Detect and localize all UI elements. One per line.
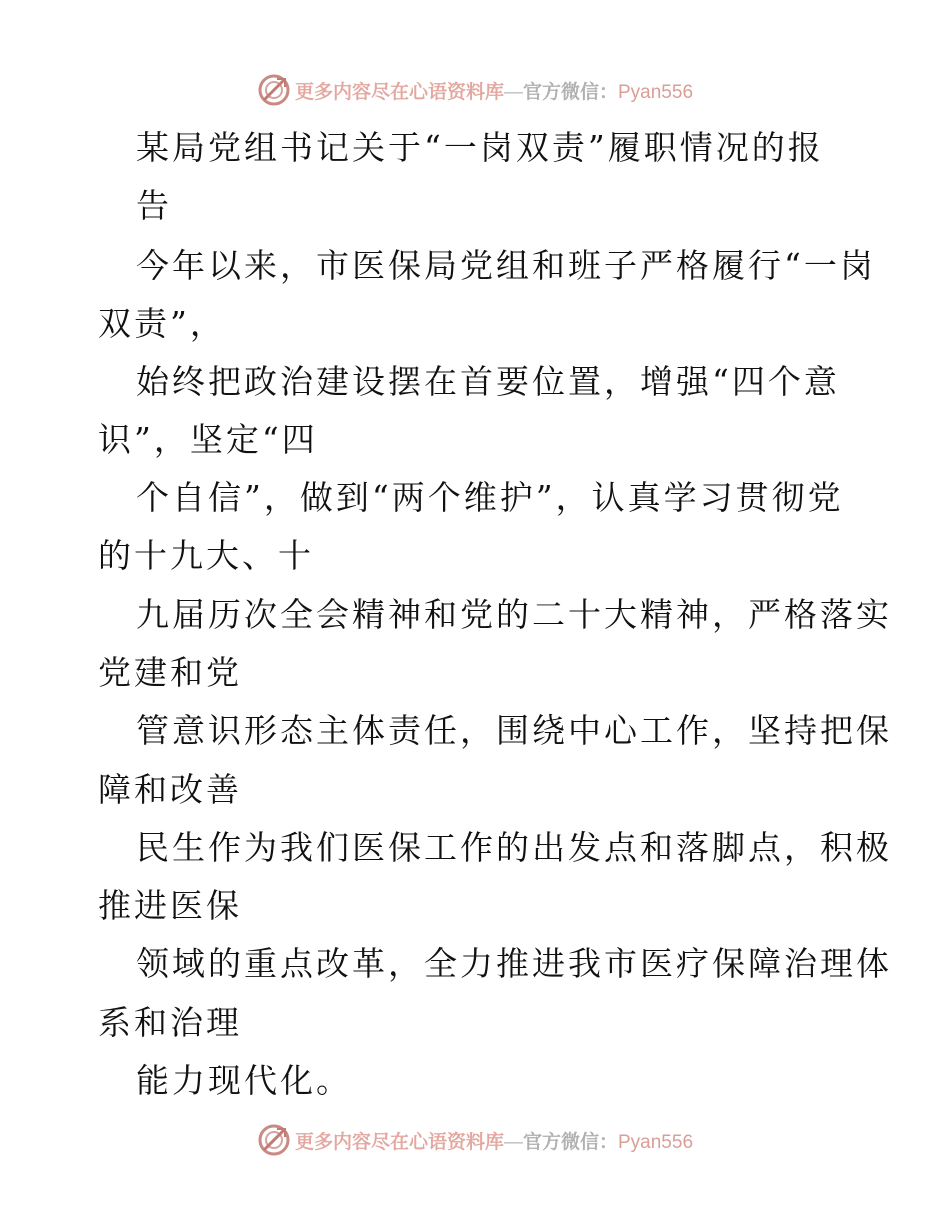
watermark-wechat-label: 官方微信： xyxy=(522,1131,618,1153)
text-line: 个自信”，做到“两个维护”，认真学习贯彻党 xyxy=(136,478,844,517)
watermark-wechat-label: 官方微信： xyxy=(522,81,618,103)
text-line: 始终把政治建设摆在首要位置，增强“四个意 xyxy=(136,362,840,401)
text-line: 能力现代化。 xyxy=(136,1061,352,1100)
text-line: 告 xyxy=(136,186,172,225)
watermark-text xyxy=(295,77,693,104)
text-line: 双责”， xyxy=(98,304,226,343)
text-line: 障和改善 xyxy=(98,770,242,809)
text-line: 推进医保 xyxy=(98,886,242,925)
watermark-main: 更多内容尽在心语资料库 xyxy=(294,1131,504,1153)
watermark-main: 更多内容尽在心语资料库 xyxy=(294,81,504,103)
text-line: 识”，坚定“四 xyxy=(98,420,318,459)
watermark-header xyxy=(0,72,950,108)
watermark-footer xyxy=(0,1122,950,1158)
watermark-text xyxy=(295,1127,693,1154)
text-line: 党建和党 xyxy=(98,653,242,692)
watermark-separator: — xyxy=(503,1131,523,1153)
text-line: 管意识形态主体责任，围绕中心工作，坚持把保 xyxy=(136,711,892,750)
text-line: 的十九大、十 xyxy=(98,536,314,575)
text-line: 某局党组书记关于“一岗双责”履职情况的报 xyxy=(136,128,824,167)
watermark-logo-icon xyxy=(257,1123,291,1157)
watermark-logo-icon xyxy=(257,73,291,107)
watermark-wechat-id: Pyan556 xyxy=(618,81,694,103)
text-line: 领域的重点改革，全力推进我市医疗保障治理体 xyxy=(136,944,892,983)
text-line: 系和治理 xyxy=(98,1003,242,1042)
text-line: 今年以来，市医保局党组和班子严格履行“一岗 xyxy=(136,246,876,285)
watermark-separator: — xyxy=(503,81,523,103)
watermark-wechat-id: Pyan556 xyxy=(618,1131,694,1153)
text-line: 民生作为我们医保工作的出发点和落脚点，积极 xyxy=(136,828,892,867)
text-line: 九届历次全会精神和党的二十大精神，严格落实 xyxy=(136,595,892,634)
